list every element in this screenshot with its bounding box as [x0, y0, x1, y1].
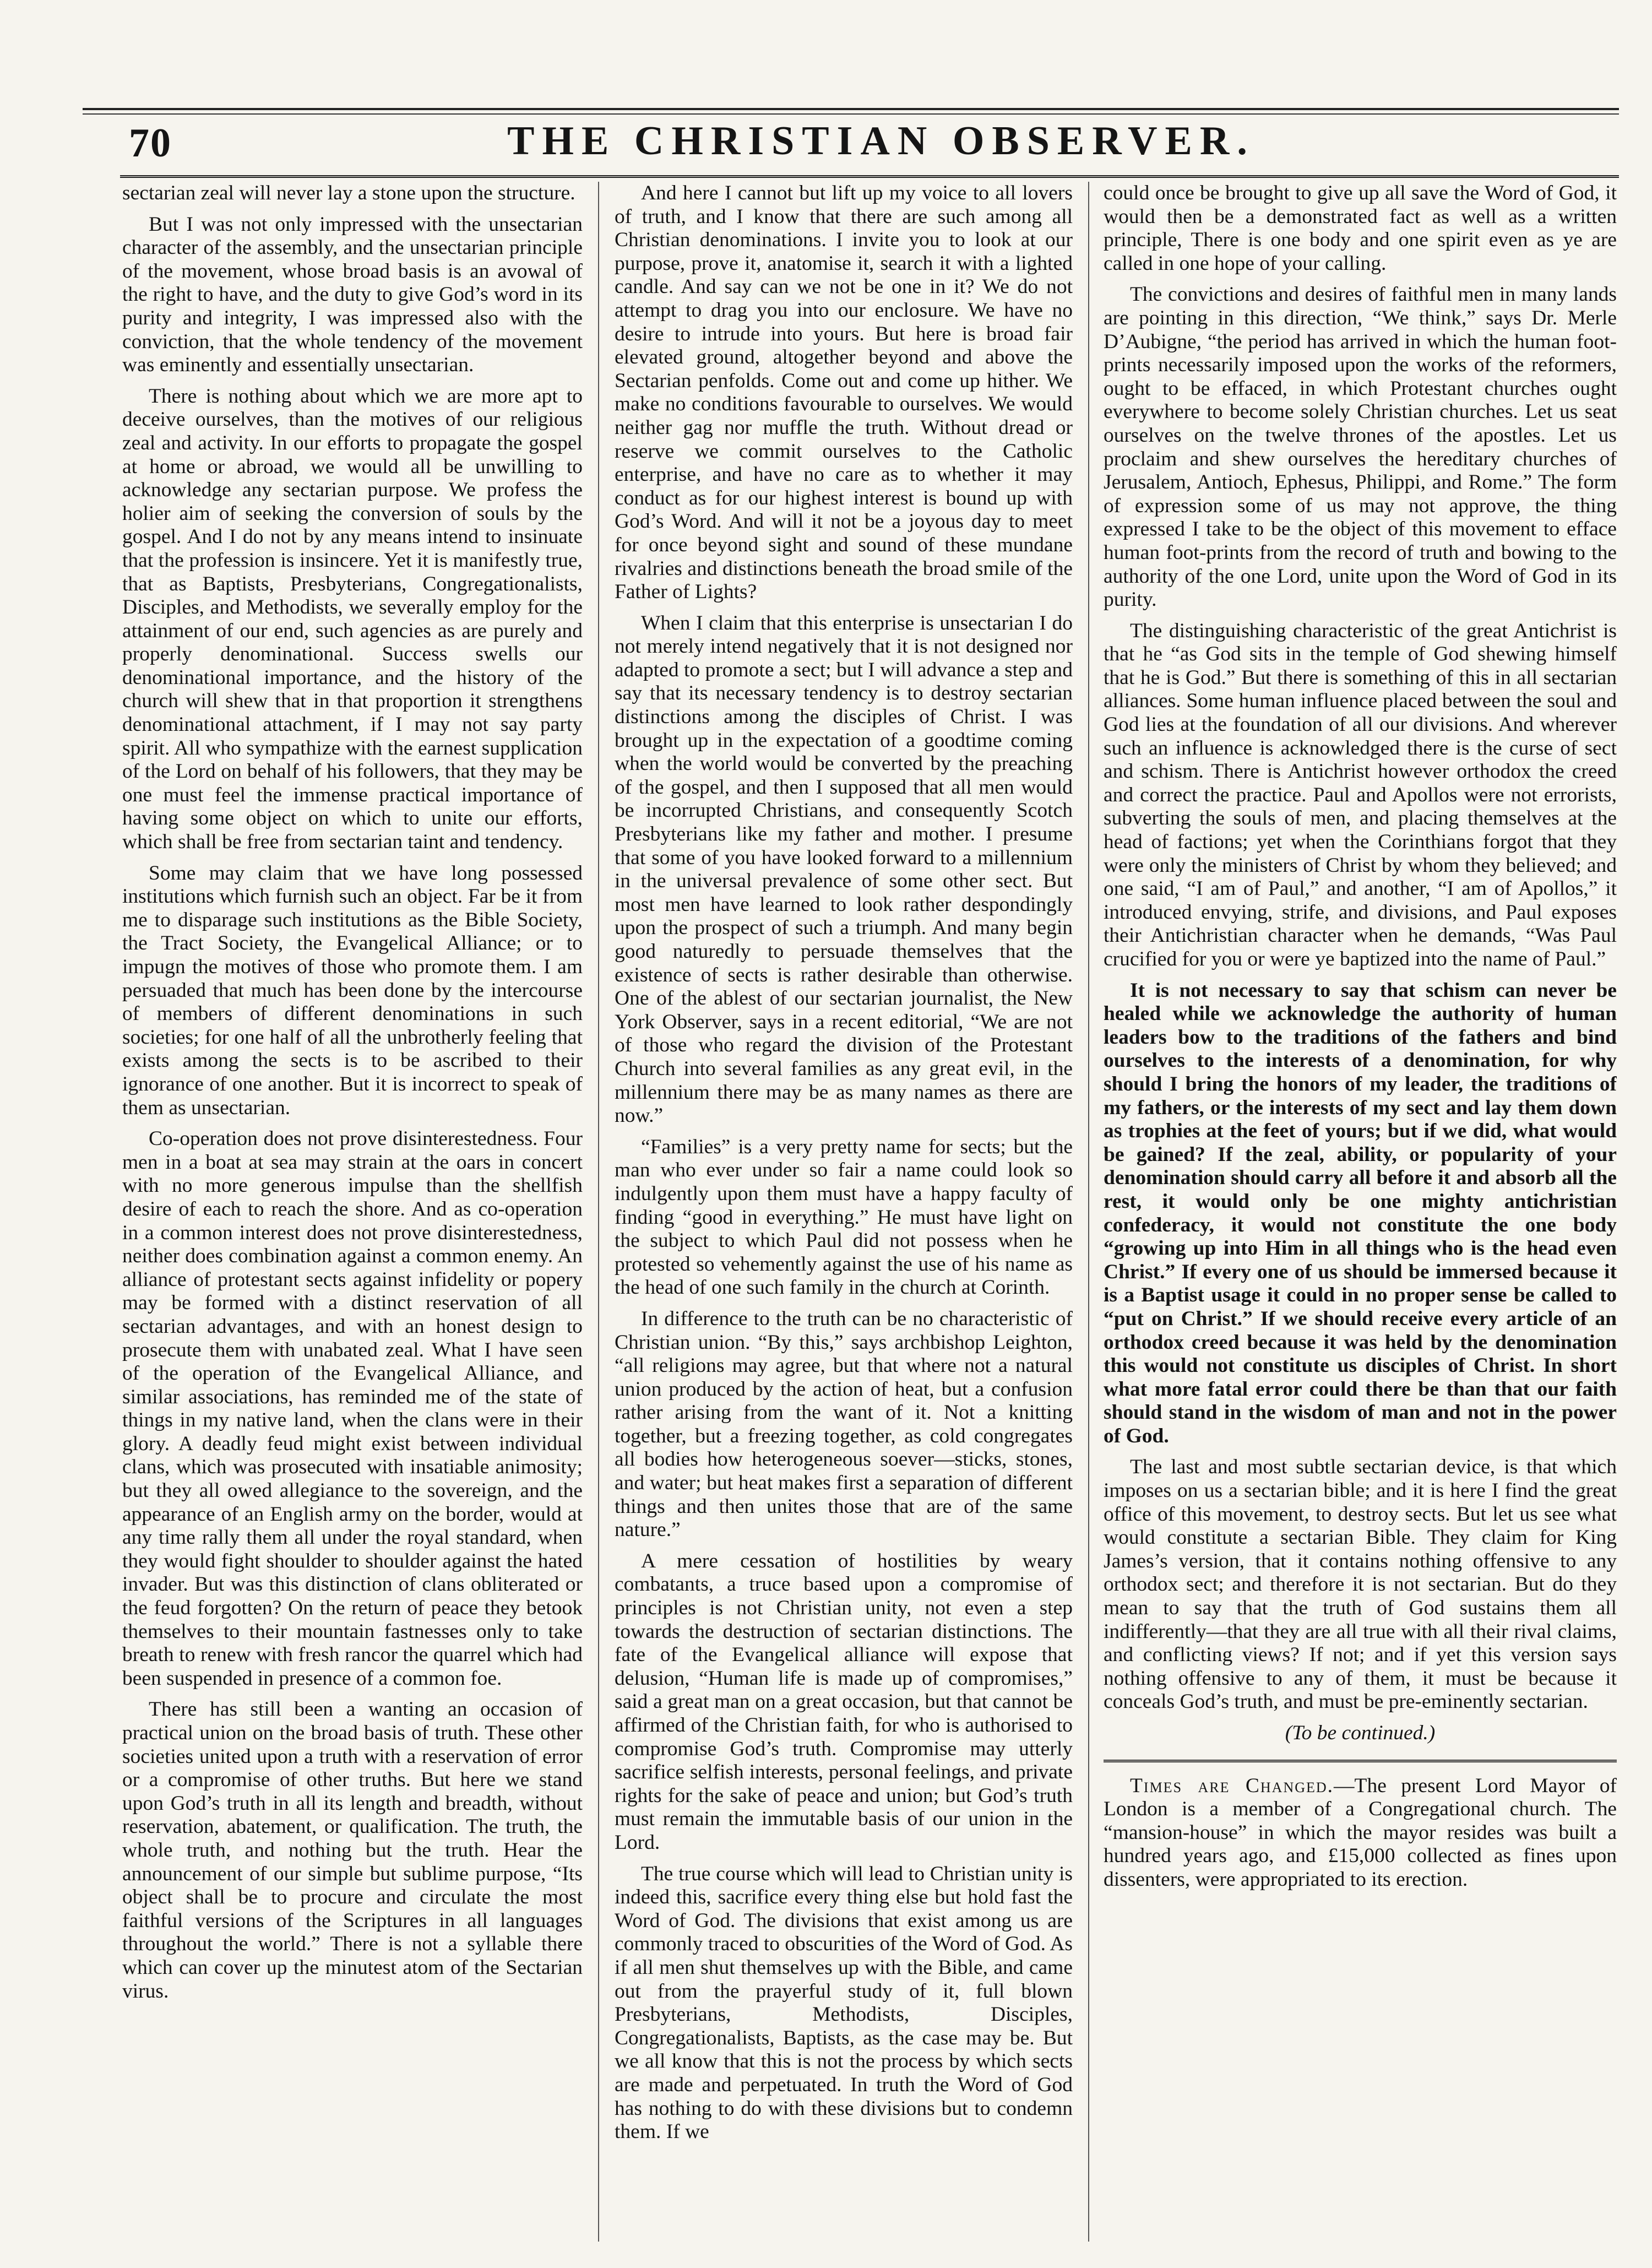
paragraph: In difference to the truth can be no characteristic of Christian union. “By this,” says archbishop Leighton, “all religions may agree, but that where not a natural union produced by the action of heat, but a confusion rather arising from the want of it. Not a knitting together, but a freezing together, as cold congregates all bodies how heterogeneous soever—sticks, stones, and water; but heat makes first a separation of different things and then unites those that are of the same nature.” [615, 1307, 1073, 1542]
column-3 [1104, 182, 1617, 2242]
column-divider [598, 182, 599, 2242]
paragraph: sectarian zeal will never lay a stone upon the structure. [122, 182, 575, 204]
column-1 [122, 182, 583, 2242]
paragraph: “Families” is a very pretty name for sects; but the man who ever under so fair a name could look so indulgently upon them must have a happy faculty of finding “good in everything.” He must have light on the subject to which Paul did not possess when he protested so vehemently against the use of his name as the head of one such family in the church at Corinth. [615, 1135, 1073, 1299]
paragraph: The true course which will lead to Christian unity is indeed this, sacrifice every thing else but hold fast the Word of God. The divisions that exist among us are commonly traced to obscurities of the Word of God. As if all men shut themselves up with the Bible, and came out from the prayerful study of it, full blown Presbyterians, Methodists, Disciples, Congregationalists, Baptists, as the case may be. But we all know that this is not the process by which sects are made and perpetuated. In truth the Word of God has nothing to do with these divisions but to condemn them. If we [615, 1862, 1073, 2144]
paragraph: When I claim that this enterprise is unsectarian I do not merely intend negatively that it is not designed nor adapted to promote a sect; but I will advance a step and say that its necessary tendency is to destroy sectarian distinctions among the disciples of Christ. I was brought up in the expectation of a goodtime coming when the world would be converted by the preaching of the gospel, and then I supposed that all men would be incorrupted Christians, and consequently Scotch Presbyterians like my father and mother. I presume that some of you have looked forward to a millennium in the universal prevalence of some other sect. But most men have learned to look rather despondingly upon the prospect of such a triumph. And many begin good naturedly to persuade themselves that the existence of sects is rather desirable than otherwise. One of the ablest of our sectarian journalist, the New York Observer, says in a recent editorial, “We are not of those who regard the division of the Protestant Church into several families as any great evil, in the millennium there may be as many names as there are now.” [615, 611, 1073, 1127]
paragraph: The distinguishing characteristic of the great Antichrist is that he “as God sits in the temple of God shewing himself that he is God.” But there is something of this in all sectarian alliances. Some human influence placed between the soul and God lies at the foundation of all our divisions. And wherever such an influence is acknowledged there is the curse of sect and schism. There is Antichrist however orthodox the creed and correct the practice. Paul and Apollos were not errorists, subverting the souls of men, and placing themselves at the head of factions; yet when the Corinthians forgot that they were only the ministers of Christ by whom they believed; and one said, “I am of Paul,” and another, “I am of Apollos,” it introduced envying, strife, and divisions, and Paul exposes their Antichristian character when he demands, “Was Paul crucified for you or were ye baptized into the name of Paul.” [1104, 619, 1617, 970]
to-be-continued: (To be continued.) [1285, 1722, 1436, 1744]
paragraph: There is nothing about which we are more apt to deceive ourselves, than the motives of our religious zeal and activity. In our efforts to propagate the gospel at home or abroad, we would all be unwilling to acknowledge any sectarian purpose. We profess the holier aim of seeking the conversion of souls by the gospel. And I do not by any means intend to insinuate that the profession is insincere. Yet it is manifestly true, that as Baptists, Presbyterians, Congregationalists, Disciples, and Methodists, we severally employ for the attainment of our end, such agencies as are purely and properly denominational. Success swells our denominational importance, and the history of the church will shew that in that proportion it strengthens denominational attachment, if I may not say party spirit. All who sympathize with the earnest supplication of the Lord on behalf of his followers, that they may be one must feel the immense practical importance of having some object on which to unite our efforts, which shall be free from sectarian taint and tendency. [122, 384, 583, 854]
paragraph: Some may claim that we have long possessed institutions which furnish such an object. Far be it from me to disparage such institutions as the Bible Society, the Tract Society, the Evangelical Alliance; or to impugn the motives of those who promote them. I am persuaded that much has been done by the intercourse of members of different denominations in such societies; for one half of all the unbrotherly feeling that exists among the sects is to be ascribed to their ignorance of one another. But it is incorrect to speak of them as unsectarian. [122, 861, 583, 1119]
paragraph: A mere cessation of hostilities by weary combatants, a truce based upon a compromise of principles is not Christian unity, not even a step towards the destruction of sectarian distinctions. The fate of the Evangelical alliance will expose that delusion, “Human life is made up of compromises,” said a great man on a great occasion, but that cannot be affirmed of the Christian faith, for who is authorised to compromise God’s truth. Compromise may utterly sacrifice selfish interests, personal feelings, and private rights for the sake of peace and union; but God’s truth must remain the immutable basis of our union in the Lord. [615, 1549, 1073, 1854]
paragraph: The last and most subtle sectarian device, is that which imposes on us a sectarian bible; and it is here I find the great office of this movement, to destroy sects. But let us see what would constitute a sectarian Bible. They claim for King James’s version, that it contains nothing offensive to any orthodox sect; and therefore it is not sectarian. But do they mean to say that the truth of God sustains them all indifferently—that they are all true with all their rival claims, and conflicting views? If not; and if yet this version says nothing offensive to any of them, it must be because it conceals God’s truth, and must be pre-eminently sectarian. [1104, 1456, 1617, 1713]
paragraph: could once be brought to give up all save the Word of God, it would then be a demonstrated fact as well as a written principle, There is one body and one spirit even as ye are called in one hope of your calling. [1104, 182, 1617, 275]
header-rule [120, 175, 1619, 178]
paragraph: The convictions and desires of faithful men in many lands are pointing in this direction, “We think,” says Dr. Merle D’Aubigne, “the period has arrived in which the human foot-prints necessarily imposed upon the works of the reformers, ought to be effaced, in which Protestant churches ought everywhere to become solely Christian churches. Let us seat ourselves on the twelve thrones of the apostles. Let us proclaim and shew ourselves the hereditary churches of Jerusalem, Antioch, Ephesus, Philippi, and Rome.” The form of expression some of us may not approve, the thing expressed I take to be the object of this movement to efface human foot-prints from the record of truth and bowing to the authority of the one Lord, unite upon the Word of God in its purity. [1104, 283, 1617, 611]
column-divider [1088, 182, 1089, 2242]
news-note [1104, 1775, 1617, 1892]
page-number: 70 [129, 121, 172, 166]
column-2 [615, 182, 1073, 2242]
top-rule [83, 108, 1619, 110]
paragraph: And here I cannot but lift up my voice to all lovers of truth, and I know that there are such among all Christian denominations. I invite you to look at our purpose, prove it, anatomise it, search it with a lighted candle. And say can we not be one in it? We do not attempt to drag you into our enclosure. We have no desire to intrude into yours. But here is broad fair elevated ground, altogether beyond and above the Sectarian penfolds. Come out and come up hither. We make no conditions favourable to ourselves. We would neither gag nor muffle the truth. Without dread or reserve we commit ourselves to the Catholic enterprise, and have no care as to whether it may conduct as for our highest interest is bound up with God’s Word. And will it not be a joyous day to meet for once beyond sight and sound of these mundane rivalries and distinctions beneath the broad smile of the Father of Lights? [615, 182, 1073, 604]
paragraph: It is not necessary to say that schism can never be healed while we acknowledge the authority of human leaders bow to the traditions of the fathers and bind ourselves to the interests of a denomination, for why should I bring the honors of my leader, the traditions of my fathers, or the interests of my sect and lay them down as trophies at the feet of yours; but if we did, what would be gained? If the zeal, ability, or popularity of your denomination should carry all before it and absorb all the rest, it would only be one mighty antichristian confederacy, it would not constitute the one body “growing up into Him in all things who is the head even Christ.” If every one of us should be immersed because it is a Baptist usage it could in no proper sense be called to “put on Christ.” If we should receive every article of an orthodox creed because it was held by the denomination this would not constitute us disciples of Christ. In short what more fatal error could there be than that our faith should stand in the wisdom of man and not in the power of God. [1104, 979, 1617, 1447]
paragraph: Co-operation does not prove disinterestedness. Four men in a boat at sea may strain at the oars in concert with no more generous impulse than the shellfish desire of each to reach the shore. And as co-operation in a common interest does not prove disinterestedness, neither does combination against a common enemy. An alliance of protestant sects against infidelity or popery may be formed with a distinct reservation of all sectarian advantages, and with an honest design to prosecute them with unabated zeal. What I have seen of the operation of the Evangelical Alliance, and similar associations, has reminded me of the state of things in my native land, when the clans were in their glory. A deadly feud might exist between individual clans, which was prosecuted with insatiable animosity; but they all owed allegiance to the sovereign, and the appearance of an English army on the border, would at any time rally them all under the royal standard, when they would fight shoulder to shoulder against the hated invader. But was this distinction of clans obliterated or the feud forgotten? On the return of peace they betook themselves to their mountain fastnesses only to take breath to renew with fresh rancor the quarrel which had been suspended in presence of a common foe. [122, 1127, 583, 1690]
note-divider [1104, 1760, 1617, 1762]
running-title: THE CHRISTIAN OBSERVER. [507, 118, 1255, 164]
top-rule-thin [83, 113, 1619, 115]
paragraph: There has still been a wanting an occasion of practical union on the broad basis of truth. These other societies united upon a truth with a reservation of error or a compromise of other truths. But here we stand upon God’s truth in all its length and breadth, without reservation, abatement, or qualification. The truth, the whole truth, and nothing but the truth. Hear the announcement of our simple but sublime purpose, “Its object shall be to procure and circulate the most faithful versions of the Scriptures in all languages throughout the world.” There is not a syllable there which can cover up the minutest atom of the Sectarian virus. [122, 1698, 583, 2003]
paragraph: But I was not only impressed with the unsectarian character of the assembly, and the unsectarian principle of the movement, whose broad basis is an avowal of the right to have, and the duty to give God’s word in its purity and integrity, I was impressed also with the conviction, that the whole tendency of the movement was eminently and essentially unsectarian. [122, 213, 583, 377]
news-note-body: —The present Lord Mayor of London is a member of a Congregational church. The “mansion-house” in which the mayor resides was built a hundred years ago, and £15,000 collected as fines upon dissenters, were appropriated to its erection. [1104, 1774, 1617, 1891]
news-note-heading: Times are Changed. [1130, 1774, 1334, 1797]
